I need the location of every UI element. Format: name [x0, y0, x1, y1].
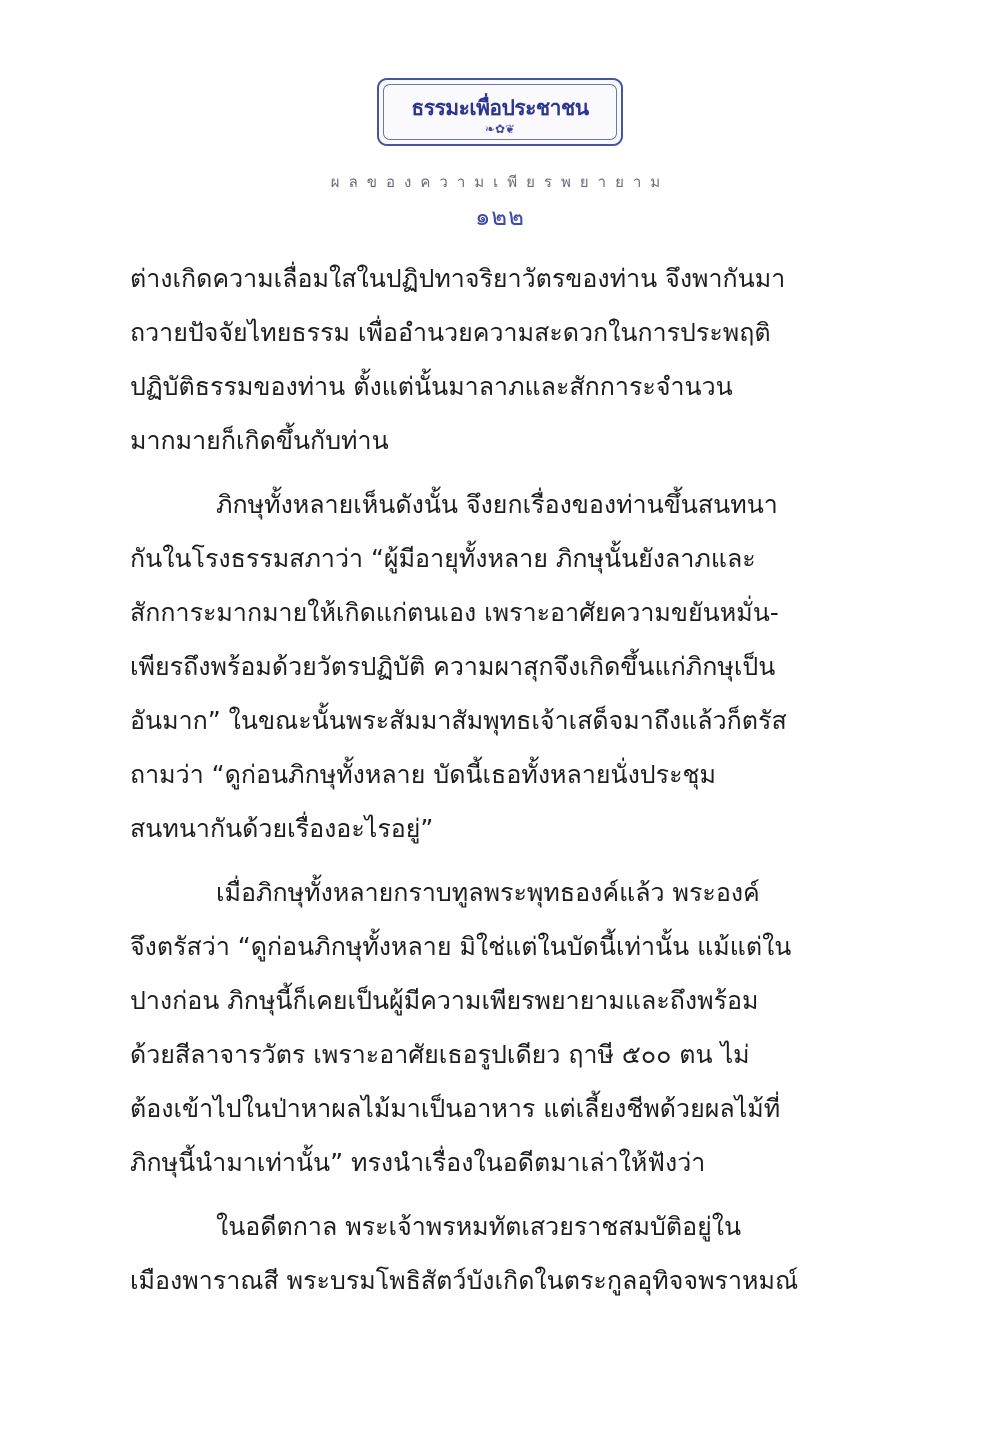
- logo-text: ธรรมะเพื่อประชาชน: [411, 95, 589, 120]
- page-number: ๑๒๒: [475, 203, 525, 231]
- text-line: จึงตรัสว่า “ดูก่อนภิกษุทั้งหลาย มิใช่แต่ในบัดนี้เท่านั้น แม้แต่ใน: [130, 932, 792, 961]
- text-line: ถวายปัจจัยไทยธรรม เพื่ออำนวยความสะดวกในการประพฤติ: [130, 318, 771, 347]
- paragraph-3: [130, 866, 846, 1190]
- text-line: เพียรถึงพร้อมด้วยวัตรปฏิบัติ ความผาสุกจึงเกิดขึ้นแก่ภิกษุเป็น: [130, 652, 776, 681]
- text-line: ภิกษุทั้งหลายเห็นดังนั้น จึงยกเรื่องของท่านขึ้นสนทนา: [216, 490, 778, 519]
- text-line: ด้วยสีลาจารวัตร เพราะอาศัยเธอรูปเดียว ฤาษี ๕๐๐ ตน ไม่: [130, 1040, 750, 1069]
- ornament-icon: ❧✿❦: [484, 122, 516, 136]
- text-line: สักการะมากมายให้เกิดแก่ตนเอง เพราะอาศัยความขยันหมั่น-: [130, 598, 779, 627]
- body-text: [130, 252, 846, 1318]
- text-line: มากมายก็เกิดขึ้นกับท่าน: [130, 426, 389, 455]
- text-line: ปางก่อน ภิกษุนี้ก็เคยเป็นผู้มีความเพียรพยายามและถึงพร้อม: [130, 986, 759, 1015]
- text-line: ปฏิบัติธรรมของท่าน ตั้งแต่นั้นมาลาภและสักการะจำนวน: [130, 372, 733, 401]
- paragraph-2: [130, 478, 846, 856]
- text-line: ถามว่า “ดูก่อนภิกษุทั้งหลาย บัดนี้เธอทั้งหลายนั่งประชุม: [130, 760, 716, 789]
- paragraph-4: [130, 1200, 846, 1308]
- paragraph-1: [130, 252, 846, 468]
- text-line: เมืองพาราณสี พระบรมโพธิสัตว์บังเกิดในตระกูลอุทิจจพราหมณ์: [130, 1266, 799, 1295]
- text-line: ต้องเข้าไปในป่าหาผลไม้มาเป็นอาหาร แต่เลี้ยงชีพด้วยผลไม้ที่: [130, 1094, 781, 1123]
- text-line: ในอดีตกาล พระเจ้าพรหมทัตเสวยราชสมบัติอยู่ใน: [216, 1212, 742, 1241]
- text-line: กันในโรงธรรมสภาว่า “ผู้มีอายุทั้งหลาย ภิกษุนั้นยังลาภและ: [130, 544, 756, 573]
- page-title: ผลของความเพียรพยายาม: [330, 173, 670, 191]
- text-line: เมื่อภิกษุทั้งหลายกราบทูลพระพุทธองค์แล้ว พระองค์: [216, 878, 760, 907]
- logo-badge: [377, 78, 623, 146]
- text-line: สนทนากันด้วยเรื่องอะไรอยู่”: [130, 814, 434, 843]
- page-header: [0, 78, 1000, 232]
- text-line: อันมาก” ในขณะนั้นพระสัมมาสัมพุทธเจ้าเสด็จมาถึงแล้วก็ตรัส: [130, 706, 787, 735]
- text-line: ภิกษุนี้นำมาเท่านั้น” ทรงนำเรื่องในอดีตมาเล่าให้ฟังว่า: [130, 1148, 706, 1177]
- text-line: ต่างเกิดความเลื่อมใสในปฏิปทาจริยาวัตรของท่าน จึงพากันมา: [130, 264, 786, 293]
